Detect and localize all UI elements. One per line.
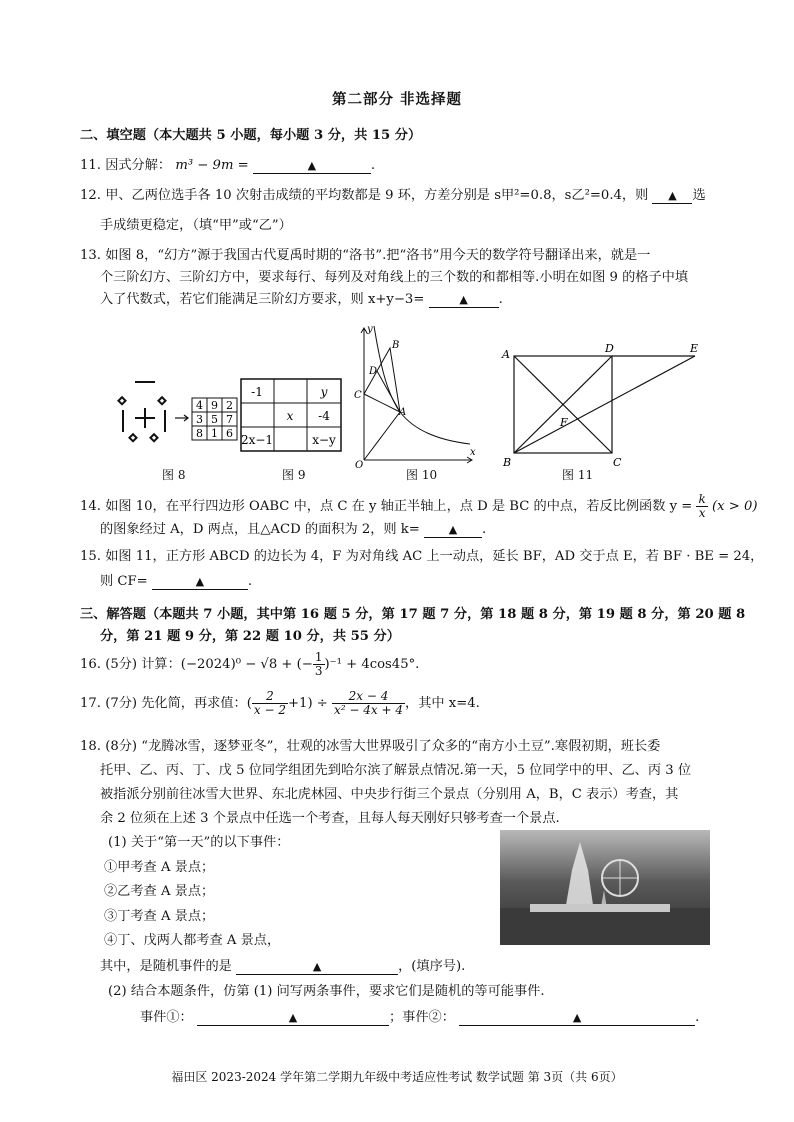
- figure-10-caption: 图 10: [406, 468, 438, 482]
- answer-blank[interactable]: ▲: [429, 292, 499, 308]
- figure-8-magic-square: [110, 380, 233, 450]
- grid-cell: y: [320, 385, 328, 399]
- section-header-solve-cont: 分，第 21 题 9 分，第 22 题 10 分，共 55 分）: [100, 629, 400, 644]
- svg-text:D: D: [605, 342, 614, 355]
- magic-cell: 2: [226, 399, 233, 412]
- page-title: 第二部分 非选择题: [331, 91, 463, 108]
- figure-11-square: [500, 342, 710, 467]
- question-18-part1: (1) 关于“第一天”的以下事件：: [108, 835, 290, 850]
- figure-9-caption: 图 9: [282, 468, 306, 482]
- event-3: ③丁考查 A 景点；: [104, 909, 215, 924]
- question-text: 甲、乙两位选手各 10 次射击成绩的平均数都是 9 环，方差分别是 s甲²=0.8，s乙²=0.4，则: [105, 188, 649, 203]
- question-12-line2: 手成绩更稳定，（填“甲”或“乙”）: [100, 218, 292, 233]
- question-11: 11. 因式分解： m³ − 9m = ▲ .: [80, 158, 376, 173]
- question-18-line2: 托甲、乙、丙、丁、戊 5 位同学组团先到哈尔滨了解景点情况.第一天，5 位同学中的甲、乙、丙 3 位: [100, 763, 692, 778]
- svg-text:B: B: [392, 340, 400, 351]
- event-4: ④丁、戊两人都考查 A 景点，: [104, 933, 281, 948]
- question-18-line4: 余 2 位须在上述 3 个景点中任选一个考查，且每人每天刚好只够考查一个景点.: [100, 811, 560, 826]
- answer-blank[interactable]: ▲: [652, 188, 692, 204]
- figure-11-caption: 图 11: [562, 468, 594, 482]
- question-12-line1: 12. 甲、乙两位选手各 10 次射击成绩的平均数都是 9 环，方差分别是 s甲²=0.8，s乙²=0.4，则 ▲ 选: [80, 188, 706, 203]
- question-number: 12.: [80, 188, 101, 203]
- event-answers: 事件①： ▲ ；事件②： ▲ .: [140, 1010, 700, 1025]
- magic-cell: 5: [211, 413, 218, 426]
- section-header-solve: 三、解答题（本题共 7 小题，其中第 16 题 5 分，第 17 题 7 分，第 18 题 8 分，第 19 题 8 分，第 20 题 8: [80, 607, 746, 622]
- svg-text:A: A: [399, 407, 407, 418]
- event-1: ①甲考查 A 景点；: [104, 860, 215, 875]
- grid-cell: -1: [251, 385, 263, 399]
- question-14-line2: 的图象经过 A，D 两点，且△ACD 的面积为 2，则 k= ▲ .: [100, 522, 487, 537]
- ice-sculpture-silhouette: [500, 830, 710, 945]
- grid-cell: -4: [318, 409, 330, 423]
- svg-text:C: C: [354, 390, 362, 401]
- figure-9-grid: [240, 378, 342, 453]
- question-13-line1: 13. 如图 8，“幻方”源于我国古代夏禹时期的“洛书”.把“洛书”用今天的数学符号翻译出来，就是一: [80, 248, 651, 263]
- grid-cell: x−y: [312, 433, 336, 447]
- question-18-part2: (2) 结合本题条件，仿第 (1) 问写两条事件，要求它们是随机的等可能事件.: [108, 984, 545, 999]
- magic-cell: 9: [211, 399, 218, 412]
- question-text: 因式分解：: [105, 158, 172, 173]
- answer-blank[interactable]: ▲: [236, 959, 398, 975]
- question-17: 17. (7分) 先化简，再求值：( $\frac{2}{x - 2}$ +1) ÷ $\frac{2x - 4}{\text{x² − 4x + 4}}$ ，其中 x=4.: [80, 689, 480, 717]
- answer-blank[interactable]: ▲: [152, 574, 248, 590]
- question-18-line3: 被指派分别前往冰雪大世界、东北虎林园、中央步行街三个景点（分别用 A，B，C 表示）考查，其: [100, 787, 679, 802]
- svg-text:A: A: [502, 348, 510, 361]
- grid-cell: 2x−1: [240, 433, 274, 447]
- math-expression: m³ − 9m =: [175, 158, 249, 173]
- ice-world-photo: [500, 830, 710, 945]
- svg-text:D: D: [369, 366, 378, 377]
- magic-cell: 8: [196, 427, 203, 440]
- question-18-line1: 18. (8分) “龙腾冰雪，逐梦亚冬”，壮观的冰雪大世界吸引了众多的“南方小土豆”.寒假初期，班长委: [80, 739, 661, 754]
- figure-10-coordinate-plot: [352, 322, 477, 471]
- event-1-blank[interactable]: ▲: [197, 1010, 389, 1026]
- question-number: 11.: [80, 158, 101, 173]
- svg-text:B: B: [503, 456, 512, 469]
- magic-cell: 1: [211, 427, 218, 440]
- svg-text:y: y: [367, 324, 373, 335]
- page-footer: 福田区 2023-2024 学年第二学期九年级中考适应性考试 数学试题 第 3页（共 6页）: [171, 1070, 623, 1084]
- magic-cell: 7: [226, 413, 233, 426]
- svg-text:E: E: [690, 342, 699, 355]
- magic-cell: 3: [196, 413, 203, 426]
- figure-8-caption: 图 8: [162, 468, 186, 482]
- answer-blank[interactable]: ▲: [253, 158, 371, 174]
- random-event-question: 其中，是随机事件的是 ▲ ，(填序号).: [100, 959, 466, 974]
- event-2: ②乙考查 A 景点；: [104, 884, 215, 899]
- grid-cell: x: [286, 409, 294, 423]
- section-header-fill-blank: 二、填空题（本大题共 5 小题，每小题 3 分，共 15 分）: [80, 128, 422, 143]
- event-2-blank[interactable]: ▲: [459, 1010, 695, 1026]
- question-15-line1: 15. 如图 11，正方形 ABCD 的边长为 4，F 为对角线 AC 上一动点，延长 BF，AD 交于点 E，若 BF · BE = 24，: [80, 549, 764, 564]
- answer-blank[interactable]: ▲: [424, 522, 482, 538]
- question-13-line3: 入了代数式，若它们能满足三阶幻方要求，则 x+y−3= ▲ .: [100, 292, 503, 307]
- magic-cell: 4: [196, 399, 203, 412]
- svg-text:C: C: [613, 456, 622, 469]
- question-15-line2: 则 CF= ▲ .: [100, 574, 253, 589]
- question-16: 16. (5分) 计算：(−2024)⁰ − √8 + (− $\frac{1}{3}$ )⁻¹ + 4cos45°.: [80, 650, 420, 678]
- question-13-line2: 个三阶幻方、三阶幻方中，要求每行、每列及对角线上的三个数的和都相等.小明在如图 9 的格子中填: [100, 270, 689, 285]
- question-14-line1: 14. 如图 10，在平行四边形 OABC 中，点 C 在 y 轴正半轴上，点 D 是 BC 的中点，若反比例函数 y = $\frac{k}{x}$ (x > 0): [80, 492, 758, 520]
- svg-text:O: O: [355, 460, 364, 471]
- svg-text:F: F: [560, 416, 568, 429]
- magic-cell: 6: [226, 427, 233, 440]
- svg-text:x: x: [470, 447, 476, 458]
